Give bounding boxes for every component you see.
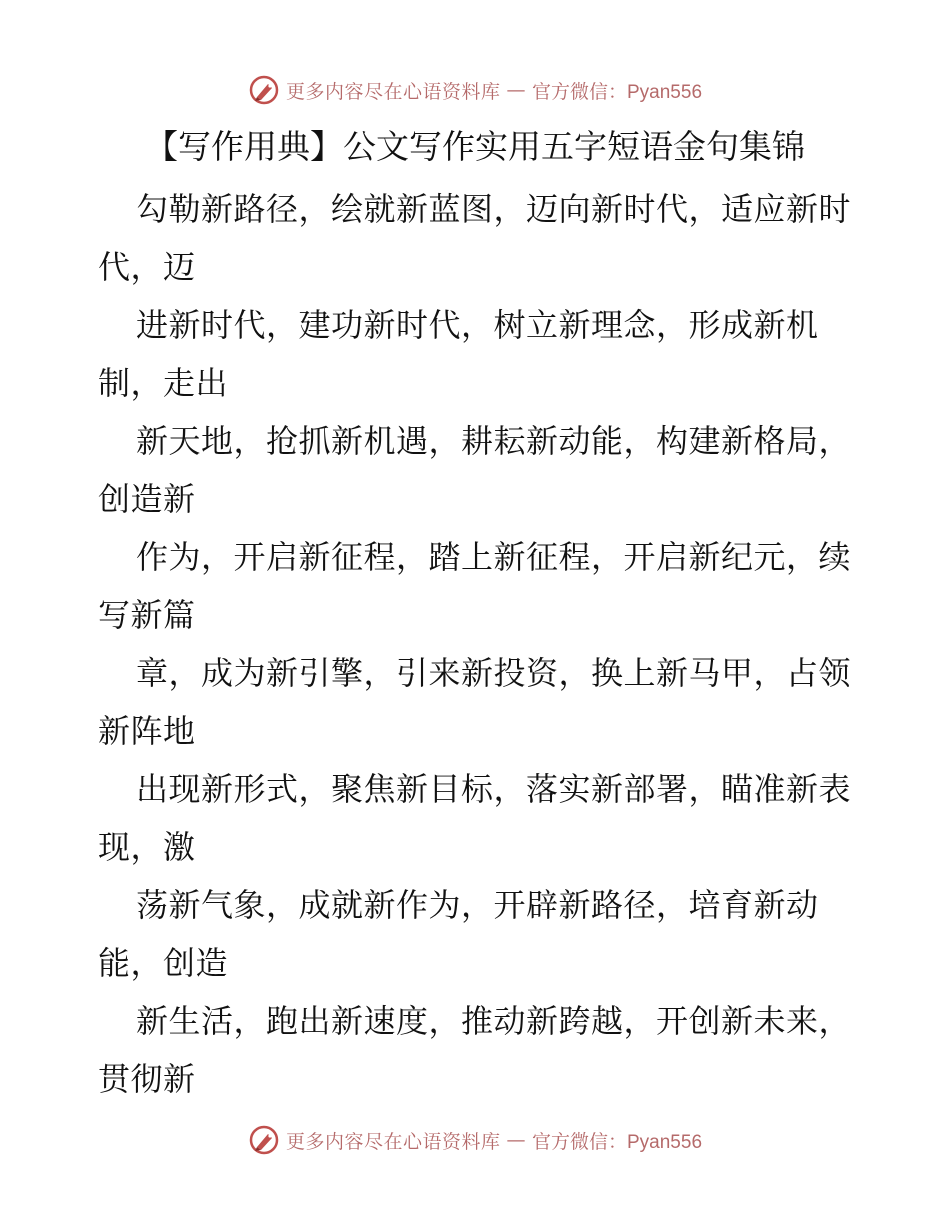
document-title: 【写作用典】公文写作实用五字短语金句集锦 — [145, 127, 805, 166]
pen-logo-icon — [248, 74, 280, 106]
watermark-account: 官方微信：Pyan556 — [532, 81, 703, 103]
paragraph: 新天地，抢抓新机遇，耕耘新动能，构建新格局，创造新 — [98, 422, 852, 518]
paragraph: 荡新气象，成就新作为，开辟新路径，培育新动能，创造 — [98, 886, 819, 982]
watermark-separator: — — [506, 1129, 526, 1151]
paragraph: 作为，开启新征程，踏上新征程，开启新纪元，续写新篇 — [98, 538, 852, 634]
paragraph: 新生活，跑出新速度，推动新跨越，开创新未来，贯彻新 — [98, 1002, 852, 1098]
document-body — [98, 180, 858, 1108]
paragraph: 出现新形式，聚焦新目标，落实新部署，瞄准新表现，激 — [98, 770, 852, 866]
watermark-footer — [0, 1120, 950, 1160]
watermark-header — [0, 70, 950, 110]
paragraph: 勾勒新路径，绘就新蓝图，迈向新时代，适应新时代，迈 — [98, 190, 852, 286]
watermark-brand: 更多内容尽在心语资料库 — [285, 1130, 501, 1153]
watermark-account: 官方微信：Pyan556 — [532, 1131, 703, 1153]
paragraph: 进新时代，建功新时代，树立新理念，形成新机制，走出 — [98, 306, 819, 402]
paragraph: 章，成为新引擎，引来新投资，换上新马甲，占领新阵地 — [98, 654, 852, 750]
watermark-separator: — — [506, 79, 526, 101]
pen-logo-icon — [248, 1124, 280, 1156]
watermark-brand: 更多内容尽在心语资料库 — [285, 80, 501, 103]
